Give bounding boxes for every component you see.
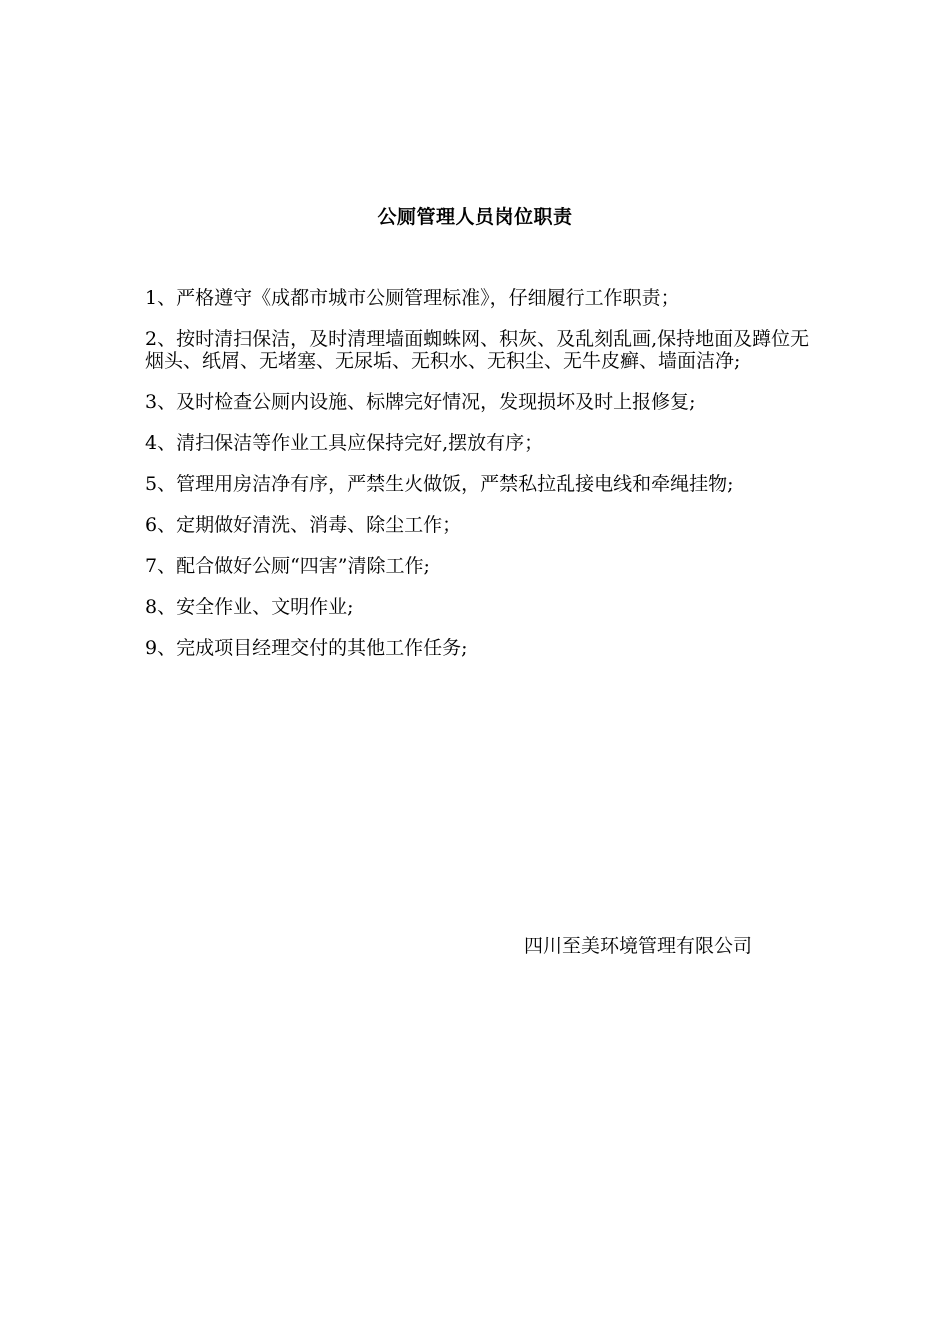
duty-item-9: 9、完成项目经理交付的其他工作任务;: [145, 637, 468, 659]
duty-item-8: 8、安全作业、文明作业;: [145, 596, 354, 618]
duty-list: [145, 287, 810, 678]
duty-item-2: 2、按时清扫保洁，及时清理墙面蜘蛛网、积灰、及乱刻乱画,保持地面及蹲位无烟头、纸屑、无堵塞、无尿垢、无积水、无积尘、无牛皮癣、墙面洁净;: [145, 328, 810, 372]
duty-item-6: 6、定期做好清洗、消毒、除尘工作；: [145, 514, 462, 536]
duty-item-7: 7、配合做好公厕“四害”清除工作;: [145, 555, 430, 577]
company-signature: 四川至美环境管理有限公司: [524, 935, 753, 957]
duty-item-5: 5、管理用房洁净有序，严禁生火做饭，严禁私拉乱接电线和牵绳挂物;: [145, 473, 734, 495]
duty-item-3: 3、及时检查公厕内设施、标牌完好情况，发现损坏及时上报修复;: [145, 391, 696, 413]
duty-item-1: 1、严格遵守《成都市城市公厕管理标准》，仔细履行工作职责；: [145, 287, 680, 309]
duty-item-4: 4、清扫保洁等作业工具应保持完好,摆放有序；: [145, 432, 544, 454]
document-title: 公厕管理人员岗位职责: [377, 206, 573, 228]
